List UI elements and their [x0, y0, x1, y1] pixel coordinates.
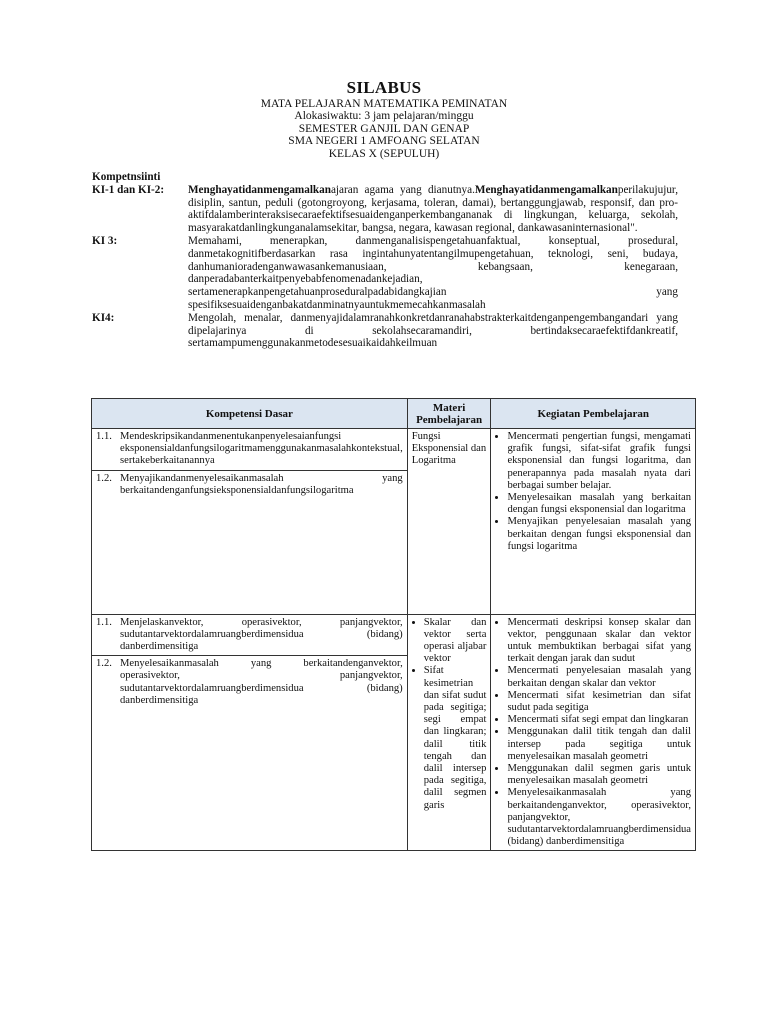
materi-cell — [407, 429, 491, 615]
table-row — [92, 429, 696, 471]
document-header — [0, 78, 768, 160]
kd-item — [96, 473, 403, 497]
list-item: • Skalar dan vektor serta operasi aljabar vektor — [424, 617, 487, 666]
syllabus-table — [91, 398, 696, 851]
table-header-row — [92, 399, 696, 429]
school-line: SMA NEGERI 1 AMFOANG SELATAN — [288, 135, 480, 148]
ki-text-part: ajaran agama yang dianutnya. — [330, 183, 475, 196]
ki-text: Mengolah, menalar, danmenyajidalamranahkonkretdanranahabstrakterkaitdenganpengembangandari yang dipelajarinya di sekolahsecaramandiri, bertindaksecaraefektifdankreatif, sertamampumenggunakanmetodesesuaikaidahkeilmuan — [188, 311, 678, 350]
list-item: • Mencermati sifat segi empat dan lingkaran — [507, 714, 691, 726]
kegiatan-cell — [491, 429, 696, 615]
ki-text: Memahami, menerapkan, danmenganalisispengetahuanfaktual, konseptual, prosedural, danmetakognitifberdasarkan rasa ingintahunyatentangilmupengetahuan, teknologi, seni, budaya, danhumanioradenganwawasankemanusiaan, kebangsaan, kenegaraan, danperadabanterkaitpenyebabfenomenadankejadian, sertamenerapkanpengetahuanproseduralpadabidangkajian yang spesifiksesuaidenganbakatdanminatnyauntukmemecahkanmasalah — [188, 234, 678, 311]
list-item: • Mencermati pengertian fungsi, mengamati grafik fungsi, sifat-sifat grafik fungsi eksponensial dan fungsi logaritma, dan penerapannya pada masalah nyata dari berbagai sumber belajar. — [507, 431, 691, 492]
kd-cell — [92, 470, 408, 614]
subject-line: MATA PELAJARAN MATEMATIKA PEMINATAN — [260, 98, 508, 110]
kd-cell — [92, 656, 408, 851]
kd-number: 1.2. — [96, 472, 112, 484]
list-item: • Menggunakan dalil titik tengah dan dalil intersep pada segitiga untuk menyelesaikan masalah geometri — [507, 726, 691, 763]
ki-row-4 — [92, 312, 678, 350]
kd-cell — [92, 614, 408, 656]
list-item: • Menyelesaikan masalah yang berkaitan dengan fungsi eksponensial dan logaritma — [507, 492, 691, 516]
ki-label: KI 3: — [92, 234, 118, 247]
core-competencies-heading: Kompetnsiinti — [92, 171, 161, 183]
kd-text: Menyelesaikanmasalah yang berkaitandenganvektor, operasivektor, panjangvektor, sudutantarvektordalamruangberdimensidua (bidang) danberdimensitiga — [120, 658, 403, 706]
list-item: • Mencermati penyelesaian masalah yang berkaitan dengan skalar dan vektor — [507, 665, 691, 689]
semester-line: SEMESTER GANJIL DAN GENAP — [298, 122, 470, 135]
kd-number: 1.1. — [96, 431, 112, 442]
kegiatan-list — [495, 431, 691, 553]
kegiatan-list — [495, 617, 691, 849]
ki-text-part: perilakujujur, disiplin, santun, peduli (gotongroyong, kerjasama, toleran, damai), bertanggungjawab, responsif, dan pro-aktifdalamberinteraksisecaraefektifsesuaidenganperkembangananak di lingkungan, keluarga, sekolah, masyarakatdanlingkunganalamsekitar, bangsa, negara, kawasan regional, dankawasaninternasional". — [188, 183, 678, 235]
ki-row-1-2 — [92, 184, 678, 235]
document-title: SILABUS — [346, 78, 422, 97]
ki-label: KI-1 dan KI-2: — [92, 183, 165, 196]
core-competencies — [92, 171, 678, 350]
list-item: • Sifat kesimetrian dan sifat sudut pada segitiga; segi empat dan lingkaran; dalil titik tengah dan dalil intersep pada segitiga, dalil segmen garis — [424, 665, 487, 811]
header-kegiatan: Kegiatan Pembelajaran — [491, 399, 696, 429]
list-item: • Menyelesaikanmasalah yang berkaitandenganvektor, operasivektor, panjangvektor, sudutantarvektordalamruangberdimensidua (bidang) danberdimensitiga — [507, 787, 691, 848]
kd-text: Menjelaskanvektor, operasivektor, panjangvektor, sudutantarvektordalamruangberdimensidua (bidang) danberdimensitiga — [120, 616, 403, 653]
list-item: • Menyajikan penyelesaian masalah yang berkaitan dengan fungsi eksponensial dan fungsi logaritma — [507, 516, 691, 553]
list-item: • Mencermati deskripsi konsep skalar dan vektor, penggunaan skalar dan vektor untuk membuktikan berbagai sifat yang terkait dengan jarak dan sudut — [507, 617, 691, 666]
list-item: • Mencermati sifat kesimetrian dan sifat sudut pada segitiga — [507, 690, 691, 714]
ki-emphasis: Menghayatidanmengamalkan — [188, 183, 331, 196]
kd-number: 1.1. — [96, 616, 112, 628]
table-row — [92, 614, 696, 656]
kd-item — [96, 431, 403, 468]
header-materi: Materi Pembelajaran — [407, 399, 491, 429]
materi-list — [412, 617, 487, 812]
list-item: • Menggunakan dalil segmen garis untuk menyelesaikan masalah geometri — [507, 763, 691, 787]
kd-text: Mendeskripsikandanmenentukanpenyelesaianfungsi eksponensialdanfungsilogaritmamenggunakanmasalahkontekstual, sertakeberkaitanannya — [120, 431, 403, 467]
kegiatan-cell — [491, 614, 696, 851]
ki-text — [188, 184, 678, 235]
ki-row-3 — [92, 235, 678, 312]
materi-cell — [407, 614, 491, 851]
kd-number: 1.2. — [96, 658, 112, 670]
ki-emphasis: Menghayatidanmengamalkan — [474, 183, 618, 196]
time-allocation-line: Alokasiwaktu: 3 jam pelajaran/minggu — [294, 110, 474, 123]
materi-text: Fungsi Eksponensial dan Logaritma — [411, 431, 487, 467]
ki-label: KI4: — [92, 311, 115, 324]
class-line: KELAS X (SEPULUH) — [328, 147, 440, 160]
header-kompetensi-dasar: Kompetensi Dasar — [92, 399, 408, 429]
kd-item — [96, 658, 403, 707]
kd-item — [96, 617, 403, 654]
kd-cell — [92, 429, 408, 471]
kd-text: Menyajikandanmenyelesaikanmasalah yang berkaitandenganfungsieksponensialdanfungsilogaritma — [120, 472, 403, 496]
